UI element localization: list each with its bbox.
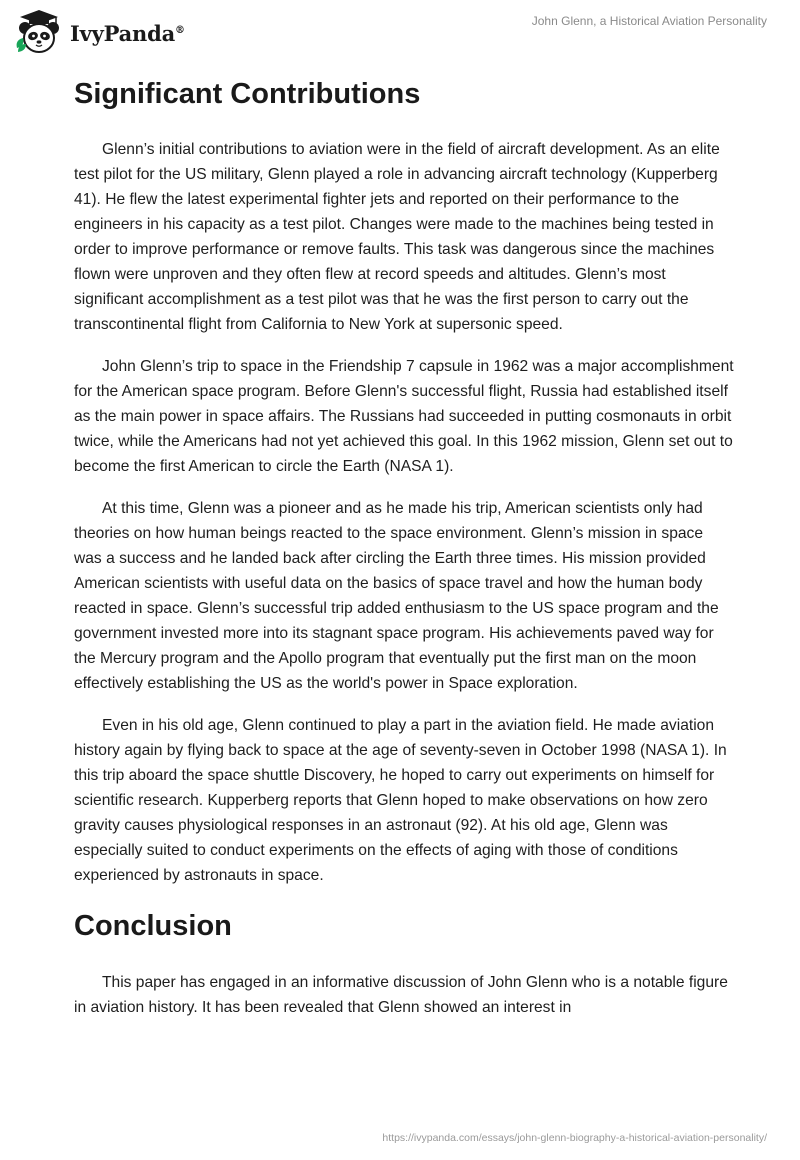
section-heading-contributions: Significant Contributions xyxy=(74,78,421,110)
brand-name: IvyPanda® xyxy=(70,20,185,46)
section-heading-conclusion: Conclusion xyxy=(74,910,232,942)
source-url[interactable]: https://ivypanda.com/essays/john-glenn-biography-a-historical-aviation-personality/ xyxy=(382,1132,767,1144)
paragraph: John Glenn’s trip to space in the Friendship 7 capsule in 1962 was a major accomplishment for the American space program. Before Glenn's successful flight, Russia had established itself as the main power in space affairs. The Russians had succeeded in putting cosmonauts in orbit twice, while the Americans had not yet achieved this goal. In this 1962 mission, Glenn set out to become the first American to circle the Earth (NASA 1). xyxy=(74,358,734,475)
document-title: John Glenn, a Historical Aviation Personality xyxy=(531,14,767,28)
ivypanda-logo[interactable] xyxy=(14,8,185,56)
paragraph: At this time, Glenn was a pioneer and as he made his trip, American scientists only had theories on how human beings reacted to the space environment. Glenn’s mission in space was a success and he landed back after circling the Earth three times. His mission provided American scientists with useful data on the basics of space travel and how the human body reacted in space. Glenn’s successful trip added enthusiasm to the US space program and the government invested more into its stagnant space program. His achievements paved way for the Mercury program and the Apollo program that eventually put the first man on the moon effectively establishing the US as the world's power in Space exploration. xyxy=(74,500,719,692)
article-body xyxy=(74,70,734,1037)
paragraph: This paper has engaged in an informative discussion of John Glenn who is a notable figure in aviation history. It has been revealed that Glenn showed an interest in xyxy=(74,974,728,1016)
panda-graduate-icon xyxy=(14,8,64,56)
paragraph: Even in his old age, Glenn continued to play a part in the aviation field. He made aviation history again by flying back to space at the age of seventy-seven in October 1998 (NASA 1). In this trip aboard the space shuttle Discovery, he hoped to carry out experiments on himself for scientific research. Kupperberg reports that Glenn hoped to make observations on how zero gravity causes physiological responses in an astronaut (92). At his old age, Glenn was especially suited to conduct experiments on the effects of aging with those of conditions experienced by astronauts in space. xyxy=(74,717,727,884)
page-header xyxy=(0,0,800,62)
paragraph: Glenn’s initial contributions to aviation were in the field of aircraft development. As an elite test pilot for the US military, Glenn played a role in advancing aircraft technology (Kupperberg 41). He flew the latest experimental fighter jets and reported on their performance to the engineers in his capacity as a test pilot. Changes were made to the machines being tested in order to improve performance or remove faults. This task was dangerous since the machines flown were unproven and they often flew at record speeds and altitudes. Glenn’s most significant accomplishment as a test pilot was that he was the first person to carry out the transcontinental flight from California to New York at supersonic speed. xyxy=(74,141,720,333)
